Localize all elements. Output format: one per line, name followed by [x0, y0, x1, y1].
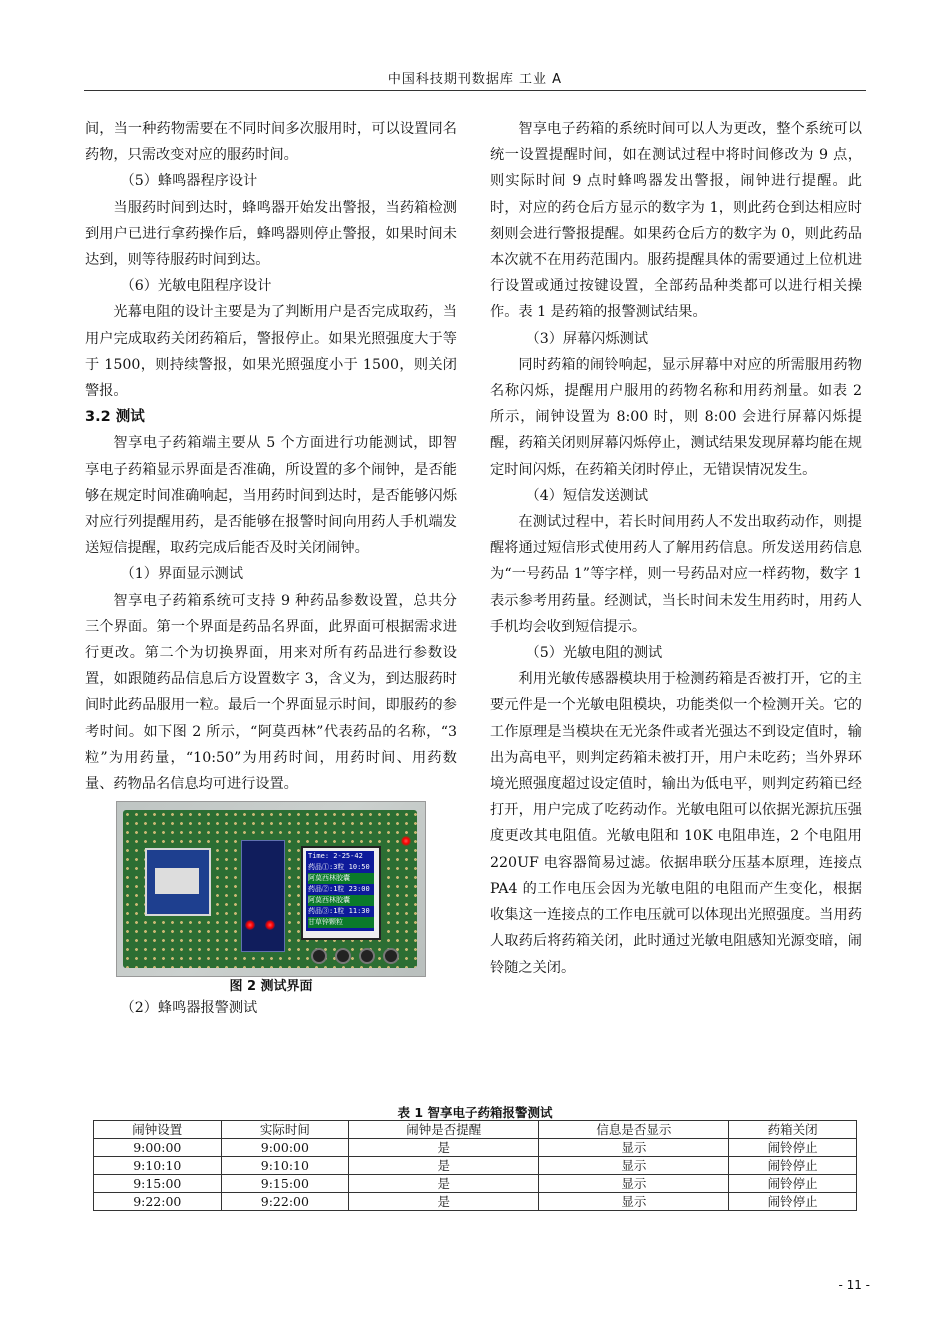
- table-cell: 闹铃停止: [729, 1157, 857, 1175]
- alarm-test-table: [93, 1120, 857, 1211]
- table-header-cell: 实际时间: [221, 1121, 349, 1139]
- table-caption: 表 1 智享电子药箱报警测试: [397, 1105, 553, 1120]
- subsection-heading: （6）光敏电阻程序设计: [120, 278, 272, 295]
- paragraph: 当服药时间到达时，蜂鸣器开始发出警报，当药箱检测到用户已进行拿药操作后，蜂鸣器则停止警报，如果时间未达到，则等待服药时间到达。: [85, 199, 457, 269]
- table-header-cell: 闹钟是否提醒: [349, 1121, 539, 1139]
- table-cell: 是: [349, 1139, 539, 1157]
- table-cell: 9:15:00: [94, 1175, 222, 1193]
- table-header-cell: 闹钟设置: [94, 1121, 222, 1139]
- subsection-heading: （2）蜂鸣器报警测试: [120, 1000, 258, 1017]
- lcd-line: 甘草锌颗粒: [308, 917, 374, 928]
- lcd-line: 阿莫西林胶囊: [308, 873, 374, 884]
- subsection-heading: （5）光敏电阻的测试: [525, 645, 663, 662]
- table-cell: 9:00:00: [221, 1139, 349, 1157]
- table-row: [94, 1175, 857, 1193]
- table-cell: 是: [349, 1193, 539, 1211]
- module-shield: [155, 868, 199, 894]
- header-rule: [84, 90, 866, 91]
- test-interface-photo: [116, 801, 426, 977]
- table-row: [94, 1157, 857, 1175]
- subsection-heading: （3）屏幕闪烁测试: [525, 330, 649, 347]
- table-cell: 9:00:00: [94, 1139, 222, 1157]
- lcd-line: Time: 2-25-42: [308, 852, 363, 861]
- figure-caption: 图 2 测试界面: [229, 979, 313, 995]
- push-button: [335, 948, 351, 964]
- table-cell: 9:10:10: [94, 1157, 222, 1175]
- paragraph: 间，当一种药物需要在不同时间多次服用时，可以设置同名药物，只需改变对应的服药时间。: [85, 121, 457, 164]
- table-cell: 显示: [539, 1139, 729, 1157]
- page-number: - 11 -: [838, 1278, 870, 1292]
- table-cell: 显示: [539, 1193, 729, 1211]
- lcd-line: 药品①:3粒 10:50: [308, 863, 370, 872]
- table-cell: 9:22:00: [221, 1193, 349, 1211]
- subsection-heading: （1）界面显示测试: [120, 566, 244, 583]
- paragraph: 智享电子药箱的系统时间可以人为更改，整个系统可以统一设置提醒时间，如在测试过程中将时间修改为 9 点，则实际时间 9 点时蜂鸣器发出警报，闹钟进行提醒。此时，对应的药仓后方显示的数字为 1，则此药仓到达相应时刻则会进行警报提醒。如果药仓后方的数字为 0，则此药品本次就不在用药范围内。服药提醒具体的需要通过上位机进行设置或通过按键设置，全部药品种类都可以进行相关操作。表 1 是药箱的报警测试结果。: [490, 121, 862, 321]
- table-cell: 9:22:00: [94, 1193, 222, 1211]
- lcd-line: 药品③:1粒 11:30: [308, 907, 370, 916]
- table-cell: 显示: [539, 1157, 729, 1175]
- push-button: [311, 948, 327, 964]
- table-cell: 9:10:10: [221, 1157, 349, 1175]
- table-row: [94, 1193, 857, 1211]
- paragraph: 智享电子药箱系统可支持 9 种药品参数设置，总共分三个界面。第一个界面是药品名界面，此界面可根据需求进行更改。第二个为切换界面，用来对所有药品进行参数设置，如跟随药品信息后方设置数字 3，含义为，到达服药时间时此药品服用一粒。最后一个界面显示时间，即服药的参考时间。如下图 2 所示，“阿莫西林”代表药品的名称，“3 粒”为用药量，“10:50”为用药时间，用药时间、用药数量、药物品名信息均可进行设置。: [85, 592, 457, 793]
- circuit-board: [123, 810, 417, 968]
- lcd-line: 阿莫西林胶囊: [308, 895, 374, 906]
- table-cell: 闹铃停止: [729, 1175, 857, 1193]
- microcontroller-board: [241, 840, 285, 952]
- running-header: 中国科技期刊数据库 工业 A: [387, 72, 563, 87]
- push-button: [383, 948, 399, 964]
- table-cell: 闹铃停止: [729, 1139, 857, 1157]
- right-column: [490, 116, 862, 981]
- lcd-screen: [306, 851, 374, 931]
- table-header-cell: 信息是否显示: [539, 1121, 729, 1139]
- lcd-display: [301, 846, 381, 940]
- paragraph: 同时药箱的闹铃响起，显示屏幕中对应的所需服用药物名称闪烁，提醒用户服用的药物名称和用药剂量。如表 2 所示，闹钟设置为 8:00 时，则 8:00 会进行屏幕闪烁提醒，药箱关闭则屏幕闪烁停止，测试结果发现屏幕均能在规定时间闪烁，在药箱关闭时停止，无错误情况发生。: [490, 356, 862, 478]
- table-row: [94, 1139, 857, 1157]
- paragraph: 光幕电阻的设计主要是为了判断用户是否完成取药，当用户完成取药关闭药箱后，警报停止。如果光照强度大于等于 1500，则持续警报，如果光照强度小于 1500，则关闭警报。: [85, 304, 457, 400]
- table-cell: 显示: [539, 1175, 729, 1193]
- subsection-heading: （4）短信发送测试: [525, 487, 649, 504]
- table-cell: 是: [349, 1157, 539, 1175]
- gsm-module: [145, 848, 211, 916]
- push-button: [359, 948, 375, 964]
- table-cell: 是: [349, 1175, 539, 1193]
- table-cell: 9:15:00: [221, 1175, 349, 1193]
- paragraph: 利用光敏传感器模块用于检测药箱是否被打开，它的主要元件是一个光敏电阻模块，功能类似一个检测开关。它的工作原理是当模块在无光条件或者光强达不到设定值时，输出为高电平，则判定药箱未被打开，用户未吃药；当外界环境光照强度超过设定值时，输出为低电平，则判定药箱已经打开，用户完成了吃药动作。光敏电阻可以依据光源抗压强度更改其电阻值。光敏电阻和 10K 电阻串连，2 个电阻用 220UF 电容器简易过滤。依据串联分压基本原理，连接点 PA4 的工作电压会因为光敏电阻的电阻而产生变化，根据收集这一连接点的工作电压就可以体现出光照强度。当用药人取药后将药箱关闭，此时通过光敏电阻感知光源变暗，闹铃随之关闭。: [490, 671, 862, 976]
- red-led: [401, 836, 411, 846]
- section-heading: 3.2 测试: [85, 409, 145, 426]
- left-column: [85, 116, 457, 1021]
- table-header-row: [94, 1121, 857, 1139]
- paragraph: 智享电子药箱端主要从 5 个方面进行功能测试，即智享电子药箱显示界面是否准确，所设置的多个闹钟，是否能够在规定时间准确响起，当用药时间到达时，是否能够闪烁对应行列提醒用药，是否能够在报警时间向用药人手机端发送短信提醒，取药完成后能否及时关闭闹钟。: [85, 435, 457, 557]
- table-header-cell: 药箱关闭: [729, 1121, 857, 1139]
- lcd-line: 药品②:1粒 23:00: [308, 885, 370, 894]
- table-cell: 闹铃停止: [729, 1193, 857, 1211]
- paragraph: 在测试过程中，若长时间用药人不发出取药动作，则提醒将通过短信形式使用药人了解用药信息。所发送用药信息为“一号药品 1”等字样，则一号药品对应一样药物，数字 1 表示参考用药量。经测试，当长时间未发生用药时，用药人手机均会收到短信提示。: [490, 514, 862, 635]
- subsection-heading: （5）蜂鸣器程序设计: [120, 173, 258, 190]
